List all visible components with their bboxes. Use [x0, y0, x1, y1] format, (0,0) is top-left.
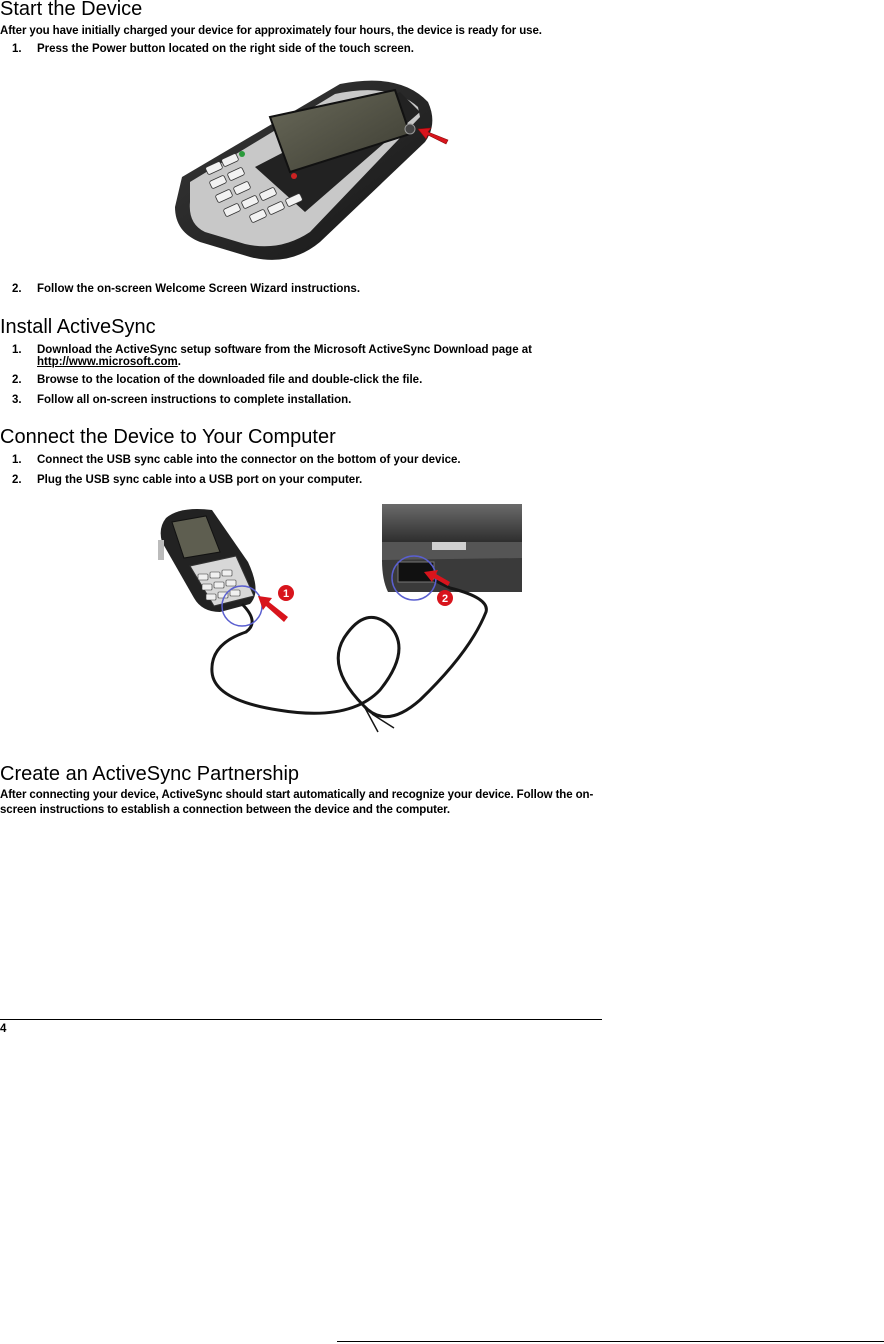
section-title-install: Install ActiveSync — [0, 316, 156, 338]
section-title-partnership: Create an ActiveSync Partnership — [0, 763, 300, 785]
step-number: 2. — [12, 474, 22, 486]
call-key-icon — [239, 151, 245, 157]
partnership-body-line-1: After connecting your device, ActiveSync should start automatically and recognize your device. Follow the on- — [0, 789, 594, 801]
page-number: 4 — [0, 1023, 7, 1035]
link-suffix: . — [177, 356, 181, 368]
device-power-button-image — [170, 72, 455, 272]
end-key-icon — [291, 173, 297, 179]
step-number: 1. — [12, 43, 22, 55]
start-intro: After you have initially charged your device for approximately four hours, the device is ready for use. — [0, 25, 542, 37]
step-text: Download the ActiveSync setup software from the Microsoft ActiveSync Download page at — [37, 344, 533, 356]
svg-text:2: 2 — [441, 593, 449, 605]
step-text: Follow all on-screen instructions to complete installation. — [37, 394, 352, 406]
svg-text:1: 1 — [282, 588, 290, 600]
step-number: 1. — [12, 454, 22, 466]
footer-divider — [0, 1019, 602, 1020]
step-text: Plug the USB sync cable into a USB port on your computer. — [37, 474, 363, 486]
section-title-connect: Connect the Device to Your Computer — [0, 426, 336, 448]
step-number: 2. — [12, 283, 22, 295]
bottom-divider — [337, 1341, 884, 1342]
laptop — [382, 504, 522, 592]
partnership-body-line-2: screen instructions to establish a connection between the device and the computer. — [0, 804, 450, 816]
step-text: Follow the on-screen Welcome Screen Wizard instructions. — [37, 283, 361, 295]
step-text: Press the Power button located on the right side of the touch screen. — [37, 43, 414, 55]
microsoft-link[interactable]: http://www.microsoft.com — [37, 356, 178, 368]
callout-1-icon — [278, 585, 294, 601]
step-text: Connect the USB sync cable into the connector on the bottom of your device. — [37, 454, 461, 466]
step-number: 2. — [12, 374, 22, 386]
handheld-device — [158, 509, 256, 612]
section-title-start: Start the Device — [0, 0, 143, 20]
step-number: 1. — [12, 344, 22, 356]
callout-2-icon — [437, 590, 453, 606]
step-number: 3. — [12, 394, 22, 406]
usb-connection-image — [150, 500, 522, 745]
power-button — [405, 124, 415, 134]
step-text: Browse to the location of the downloaded file and double-click the file. — [37, 374, 423, 386]
